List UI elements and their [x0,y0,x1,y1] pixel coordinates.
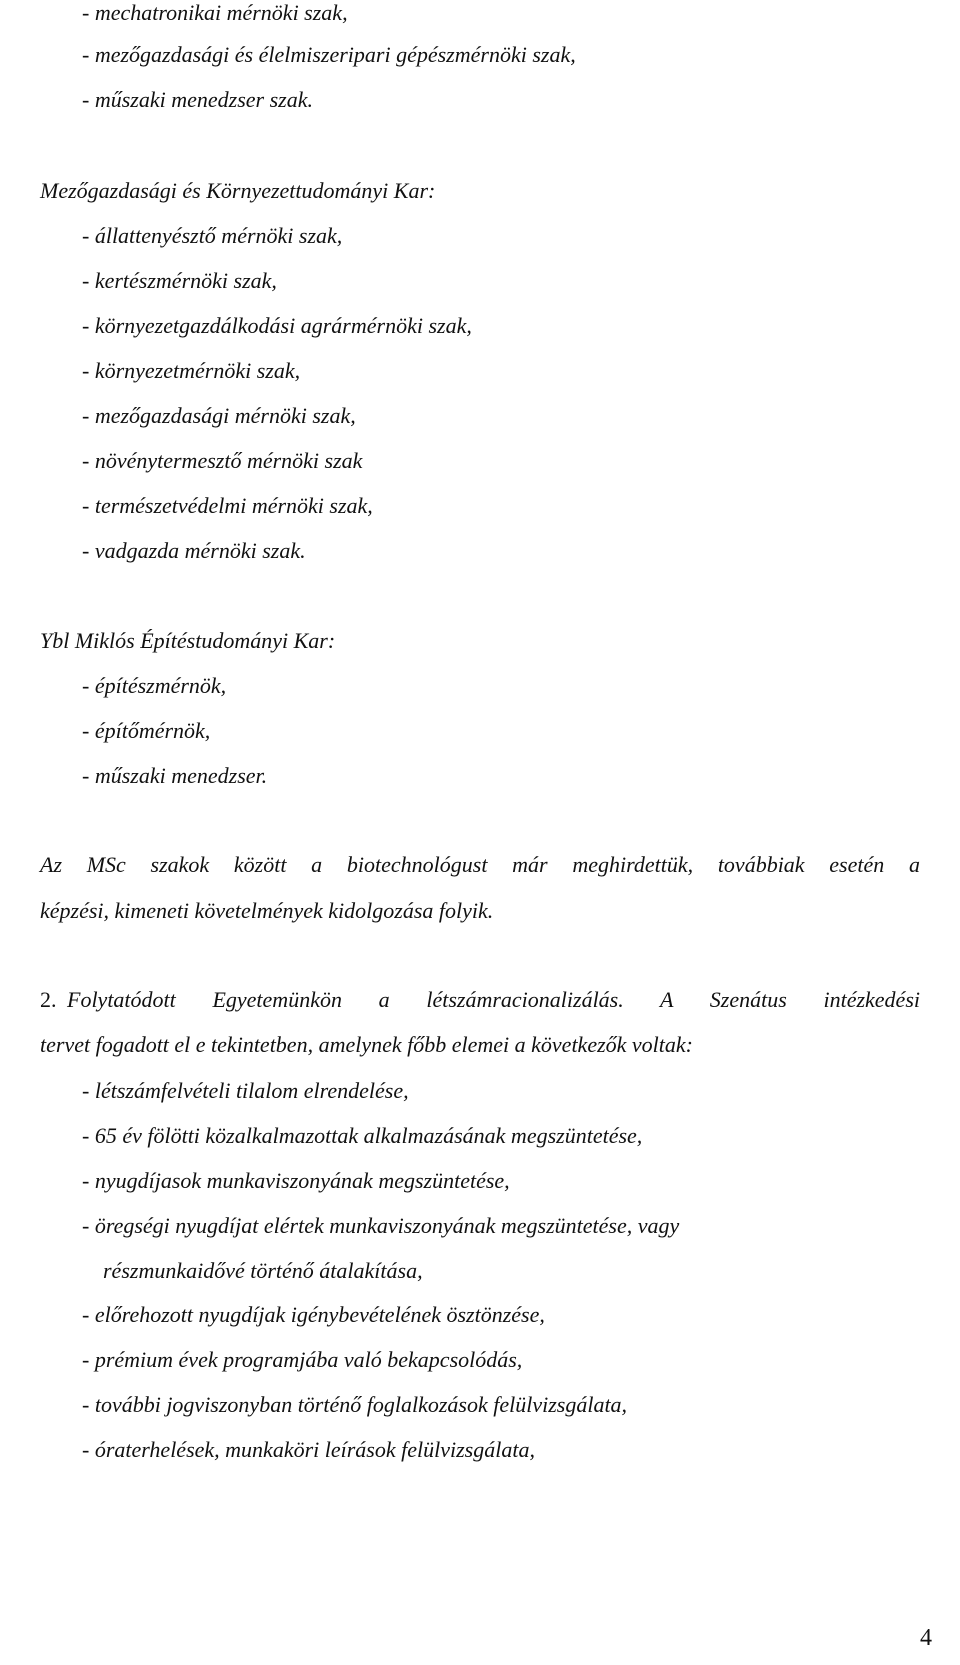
list-item: - öregségi nyugdíjat elértek munkaviszonyának megszüntetése, vagy [82,1213,680,1238]
list-item: - prémium évek programjába való bekapcsolódás, [82,1347,523,1372]
list-item: - előrehozott nyugdíjak igénybevételének ösztönzése, [82,1302,545,1327]
list-item: - környezetmérnöki szak, [82,358,301,383]
list-item: - mechatronikai mérnöki szak, [82,0,348,25]
list-item: - építészmérnök, [82,673,227,698]
list-item: - mezőgazdasági és élelmiszeripari gépészmérnöki szak, [82,42,576,67]
list-item: - 65 év fölötti közalkalmazottak alkalmazásának megszüntetése, [82,1123,643,1148]
list-item: - óraterhelések, munkaköri leírások felülvizsgálata, [82,1437,535,1462]
list-item: - mezőgazdasági mérnöki szak, [82,403,356,428]
list-item: - természetvédelmi mérnöki szak, [82,493,373,518]
list-item: - vadgazda mérnöki szak. [82,538,306,563]
faculty-heading-agri: Mezőgazdasági és Környezettudományi Kar: [40,178,436,203]
list-item: - növénytermesztő mérnöki szak [82,448,363,473]
section-number: 2. [40,987,57,1012]
section2-line-2: tervet fogadott el e tekintetben, amelynek főbb elemei a következők voltak: [40,1032,693,1057]
list-item: - műszaki menedzser szak. [82,87,313,112]
list-item: - műszaki menedzser. [82,763,268,788]
page-number: 4 [920,1625,932,1651]
msc-paragraph-line-1: Az MSc szakok között a biotechnológust már meghirdettük, továbbiak esetén a [40,852,920,877]
list-item: - építőmérnök, [82,718,211,743]
list-item: - környezetgazdálkodási agrármérnöki szak, [82,313,472,338]
list-item: - létszámfelvételi tilalom elrendelése, [82,1078,409,1103]
list-item: - kertészmérnöki szak, [82,268,277,293]
list-item: - nyugdíjasok munkaviszonyának megszüntetése, [82,1168,510,1193]
faculty-heading-ybl: Ybl Miklós Építéstudományi Kar: [40,628,336,653]
msc-paragraph-line-2: képzési, kimeneti követelmények kidolgozása folyik. [40,898,494,923]
list-item-continuation: részmunkaidővé történő átalakítása, [103,1258,423,1283]
section2-line-1: Folytatódott Egyetemünkön a létszámracionalizálás. A Szenátus intézkedési [67,987,920,1012]
list-item: - állattenyésztő mérnöki szak, [82,223,343,248]
list-item: - további jogviszonyban történő foglalkozások felülvizsgálata, [82,1392,628,1417]
